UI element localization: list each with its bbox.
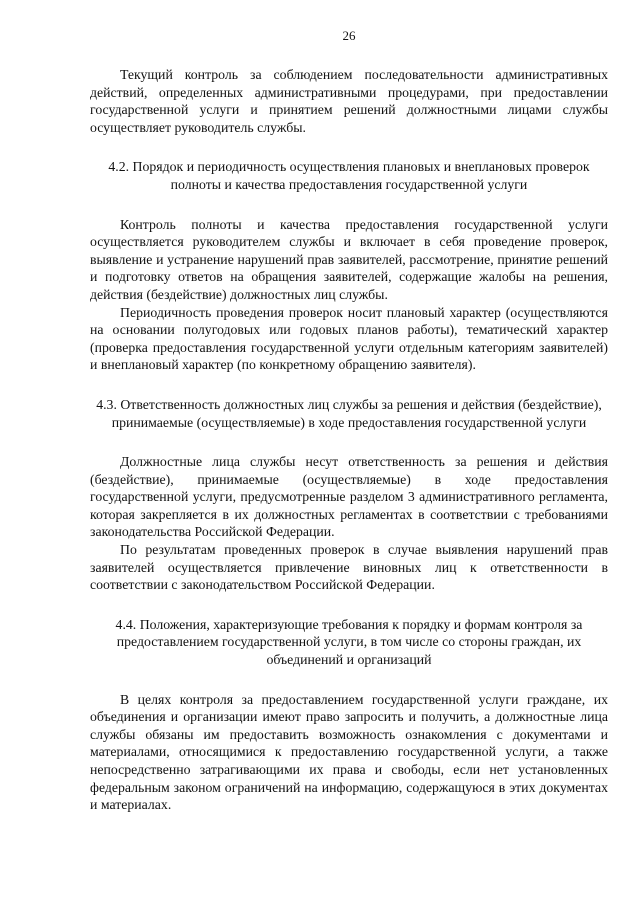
section-paragraph: Периодичность проведения проверок носит плановый характер (осуществляются на основании полугодовых или годовых планов работы), тематический характер (проверка предоставления государственной услуги отдельным категориям заявителей) и внеплановый характер (по конкретному обращению заявителя). (90, 304, 608, 373)
intro-paragraph: Текущий контроль за соблюдением последовательности административных действий, определенных административными процедурами, при предоставлении государственной услуги и принятием решений должностными лицами службы осуществляет руководитель службы. (90, 67, 608, 135)
section-heading: 4.3. Ответственность должностных лиц службы за решения и действия (бездействие), принимаемые (осуществляемые) в ходе предоставления государственной услуги (96, 396, 602, 430)
section-paragraph: Должностные лица службы несут ответственность за решения и действия (бездействие), принимаемые (осуществляемые) в ходе предоставления государственной услуги, предусмотренные разделом 3 административного регламента, которая закрепляется в их должностных регламентах в соответствии с требованиями законодательства Российской Федерации. (90, 454, 608, 540)
section-4-3 (90, 396, 608, 594)
section-4-4 (90, 616, 608, 814)
section-paragraph: По результатам проведенных проверок в случае выявления нарушений прав заявителей осуществляется привлечение виновных лиц к ответственности в соответствии с законодательством Российской Федерации. (90, 542, 608, 593)
section-paragraph: Контроль полноты и качества предоставления государственной услуги осуществляется руководителем службы и включает в себя проведение проверок, выявление и устранение нарушений прав заявителей, рассмотрение, принятие решений и подготовку ответов на обращения заявителей, содержащие жалобы на решения, действия (бездействие) должностных лиц службы. (90, 216, 608, 302)
section-paragraph: В целях контроля за предоставлением государственной услуги граждане, их объединения и организации имеют право запросить и получить, а должностные лица службы обязаны им предоставить возможность ознакомления с документами и материалами, относящимися к предоставлению государственной услуги, а также непосредственно затрагивающими их права и свободы, если нет установленных федеральным законом ограничений на информацию, содержащуюся в этих документах и материалах. (90, 691, 608, 813)
page-number: 26 (342, 28, 356, 43)
section-heading: 4.4. Положения, характеризующие требования к порядку и формам контроля за предоставлением государственной услуги, в том числе со стороны граждан, их объединений и организаций (115, 616, 583, 668)
intro-block (90, 66, 608, 136)
document-page (90, 28, 608, 814)
section-4-2 (90, 158, 608, 374)
section-heading: 4.2. Порядок и периодичность осуществления плановых и внеплановых проверок полноты и качества предоставления государственной услуги (108, 159, 590, 192)
